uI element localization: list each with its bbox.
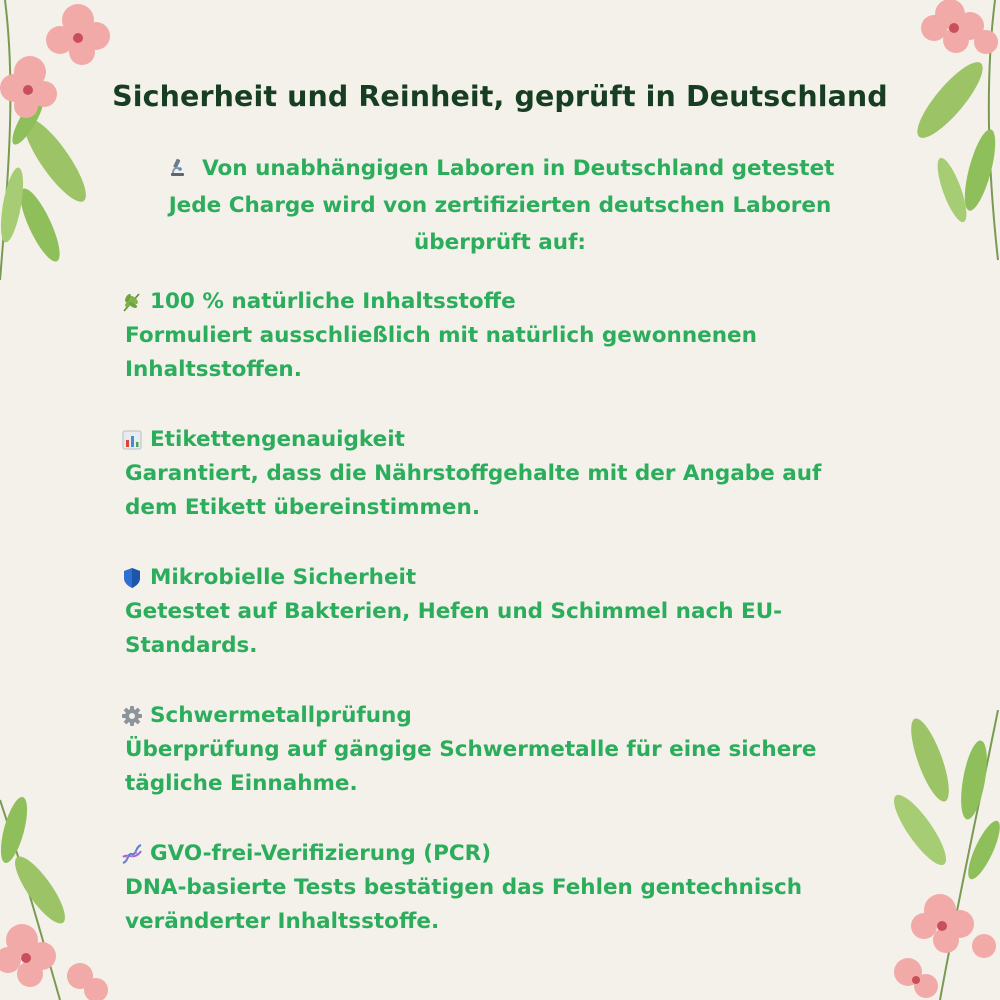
- item-heading: Schwermetallprüfung: [150, 703, 412, 728]
- item-description: Garantiert, dass die Nährstoffgehalte mit der Angabe auf dem Etikett übereinstimmen.: [125, 461, 822, 520]
- dna-icon: [121, 843, 143, 865]
- item-heading: 100 % natürliche Inhaltsstoffe: [150, 289, 516, 314]
- feature-list: [121, 285, 861, 975]
- gear-icon: [121, 705, 143, 727]
- item-description: Formuliert ausschließlich mit natürlich gewonnenen Inhaltsstoffen.: [125, 323, 757, 382]
- item-heading: Mikrobielle Sicherheit: [150, 565, 417, 590]
- floral-decoration-top-right: [890, 0, 1000, 280]
- item-heading: GVO-frei-Verifizierung (PCR): [150, 841, 492, 866]
- item-description: Getestet auf Bakterien, Hefen und Schimmel nach EU-Standards.: [125, 599, 783, 658]
- microscope-icon: [166, 157, 188, 179]
- item-description: Überprüfung auf gängige Schwermetalle für eine sichere tägliche Einnahme.: [125, 737, 817, 796]
- intro-heading-line: [140, 150, 860, 187]
- floral-decoration-bottom-left: [0, 780, 110, 1000]
- floral-decoration-top-left: [0, 0, 130, 300]
- item-description: DNA-basierte Tests bestätigen das Fehlen gentechnisch veränderter Inhaltsstoffe.: [125, 875, 803, 934]
- list-item: [121, 837, 861, 939]
- floral-decoration-bottom-right: [880, 710, 1000, 1000]
- page-title: Sicherheit und Reinheit, geprüft in Deutschland: [112, 80, 888, 113]
- intro-heading: Von unabhängigen Laboren in Deutschland getestet: [202, 156, 835, 181]
- list-item: [121, 561, 861, 663]
- list-item: [121, 699, 861, 801]
- herb-icon: [121, 291, 143, 313]
- intro-block: [140, 150, 860, 261]
- list-item: [121, 423, 861, 525]
- bar-chart-icon: [121, 429, 143, 451]
- item-heading: Etikettengenauigkeit: [150, 427, 405, 452]
- shield-icon: [121, 567, 143, 589]
- intro-line-1: Jede Charge wird von zertifizierten deutschen Laboren: [168, 193, 832, 218]
- list-item: [121, 285, 861, 387]
- intro-line-2: überprüft auf:: [413, 230, 587, 255]
